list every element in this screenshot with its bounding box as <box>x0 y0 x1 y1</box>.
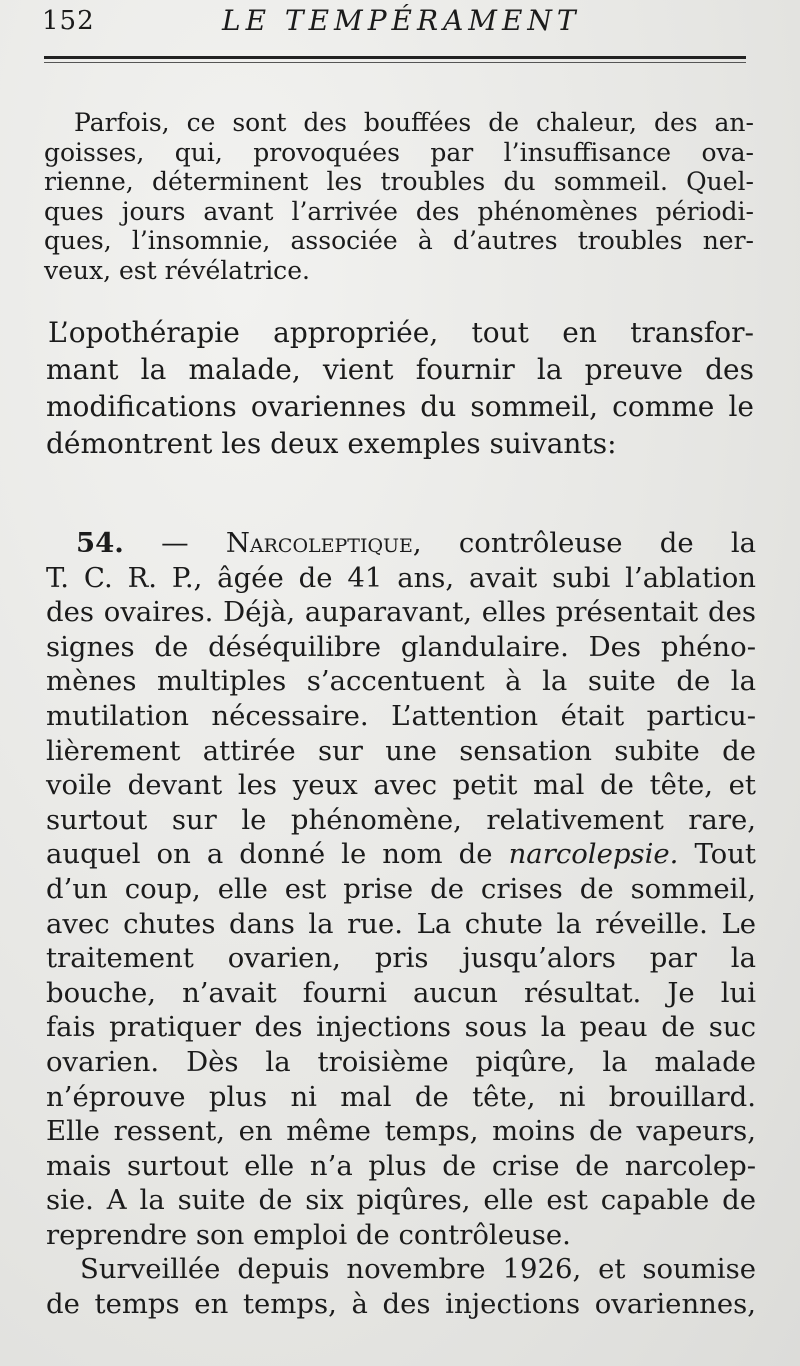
text-line: signes de déséquilibre glandulaire. Des phéno- <box>46 630 756 663</box>
text-line: ovarien. Dès la troisième piqûre, la malade <box>46 1045 756 1078</box>
text-line: bouche, n’avait fourni aucun résultat. Je lui <box>46 976 756 1009</box>
text-line: veux, est révélatrice. <box>44 255 310 285</box>
text-line: avec chutes dans la rue. La chute la réveille. Le <box>46 907 756 940</box>
text-line: reprendre son emploi de contrôleuse. <box>46 1218 571 1251</box>
text-line: mutilation nécessaire. L’attention était particu- <box>46 699 756 732</box>
case-54-paragraph <box>46 526 756 1252</box>
text-line: Parfois, ce sont des bouffées de chaleur, des an- <box>74 108 754 137</box>
text-line-with-italic <box>46 837 756 872</box>
paragraph-opotherapy <box>46 314 754 462</box>
text-line: L’opothérapie appropriée, tout en transfor- <box>48 316 754 349</box>
paragraph-follow-up <box>46 1252 756 1321</box>
page-header <box>0 0 800 78</box>
text-line: d’un coup, elle est prise de crises de sommeil, <box>46 872 756 905</box>
text-fragment: Tout <box>694 838 756 871</box>
text-line: fais pratiquer des injections sous la peau de suc <box>46 1011 756 1044</box>
text-line: lièrement attirée sur une sensation subite de <box>46 734 756 767</box>
text-line: rienne, déterminent les troubles du sommeil. Quel- <box>44 167 754 196</box>
text-line: voile devant les yeux avec petit mal de tête, et <box>46 769 756 802</box>
text-line: modifications ovariennes du sommeil, comme le <box>46 390 754 423</box>
text-line: surtout sur le phénomène, relativement rare, <box>46 803 756 836</box>
text-line: démontrent les deux exemples suivants: <box>46 427 617 460</box>
text-line: n’éprouve plus ni mal de tête, ni brouillard. <box>46 1080 756 1113</box>
header-rule <box>44 56 746 63</box>
em-dash: — <box>161 527 189 559</box>
text-fragment: contrôleuse de la <box>458 527 757 559</box>
paragraph-hot-flushes <box>44 108 754 285</box>
text-line: ques jours avant l’arrivée des phénomènes périodi- <box>44 196 754 226</box>
text-line: traitement ovarien, pris jusqu’alors par la <box>46 942 756 975</box>
text-line: ques, l’insomnie, associée à d’autres troubles ner- <box>44 226 754 255</box>
text-line: mènes multiples s’accentuent à la suite de la <box>46 665 756 698</box>
italic-term: narcolepsie. <box>508 838 679 871</box>
text-line: sie. A la suite de six piqûres, elle est capable de <box>46 1184 756 1217</box>
text-line: Surveillée depuis novembre 1926, et soumise <box>80 1253 756 1285</box>
case-heading: Narcoleptique, <box>225 527 422 559</box>
text-line: Elle ressent, en même temps, moins de vapeurs, <box>46 1115 756 1148</box>
running-title: LE TEMPÉRAMENT <box>222 4 581 37</box>
text-line: mant la malade, vient fournir la preuve des <box>46 353 754 386</box>
text-line: T. C. R. P., âgée de 41 ans, avait subi l’ablation <box>46 561 756 594</box>
text-line: mais surtout elle n’a plus de crise de narcolep- <box>46 1149 756 1182</box>
text-line: des ovaires. Déjà, auparavant, elles présentait des <box>46 596 756 629</box>
page-number: 152 <box>42 6 95 36</box>
text-line: goisses, qui, provoquées par l’insuffisance ova- <box>44 137 754 167</box>
case-number: 54. <box>76 527 124 559</box>
text-fragment: auquel on a donné le nom de <box>46 838 493 871</box>
case-54-first-line <box>46 526 756 561</box>
text-line: de temps en temps, à des injections ovariennes, <box>46 1287 756 1320</box>
